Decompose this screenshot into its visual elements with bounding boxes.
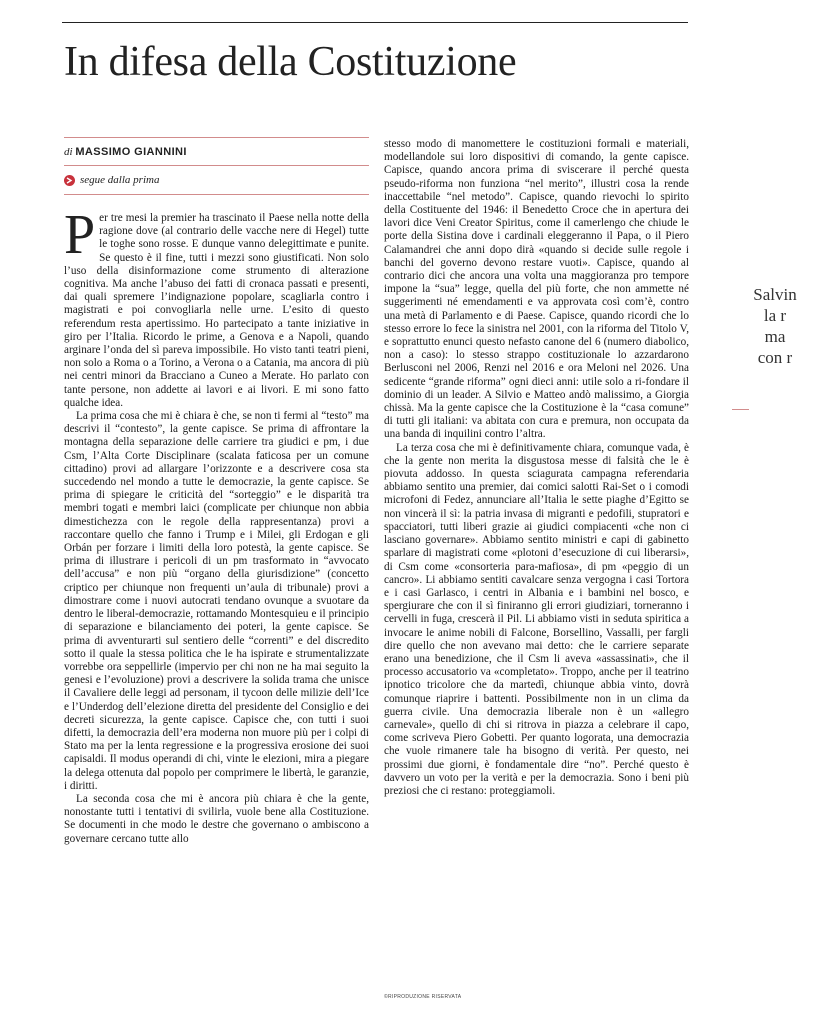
byline-prefix: di xyxy=(64,146,73,158)
copyright-notice: ©RIPRODUZIONE RISERVATA xyxy=(384,994,462,1000)
byline-rule-top xyxy=(64,137,369,138)
headline: In difesa della Costituzione xyxy=(64,39,517,85)
side-teaser-line: la r xyxy=(763,306,787,325)
byline xyxy=(64,146,187,158)
paragraph: La prima cosa che mi è chiara è che, se non ti fermi al “testo” ma descrivi il “contesto”, la gente capisce. Se prima di affrontare la montagna della separazione delle carriere tra giudici e pm, i due Csm, l’Alta Corte Disciplinare (scalata faticosa per un comune cittadino) provi ad allargare l’orizzonte e a descrivere cosa sta succedendo nel mondo a tutte le democrazie, la gente capisce. Se prima di spiegare le criticità del “sorteggio” e le disparità tra membri togati e membri laici (complicate per chiunque non abbia dimestichezza con le regole della rappresentanza) provi a raccontare quello che fanno i Trump e i Milei, gli Erdogan e gli Orbán per forzare i limiti della loro potestà, la gente capisce. Se prima di illustrare i pericoli di un pm trasformato in “avvocato dell’accusa” e non più “organo della giurisdizione” (concetto criptico per chiunque non frequenti un’aula di tribunale) provi a dimostrare come i nuovi autocrati tendano ovunque a svuotare da dentro le liberal-democrazie, rottamando Montesquieu e il principio di separazione e bilanciamento dei poteri, la gente capisce. Se prima di avventurarti sul sentiero delle “correnti” e del discredito sotto il quale la stessa politica che le ha ispirate e strumentalizzate vorrebbe ora seppellirle (impervio per chi non ne ha mai seguito la genesi e l’evoluzione) provi a descrivere la solida trama che unisce il Cavaliere delle leggi ad personam, il tycoon delle milizie dell’Ice e l’Underdog dell’elezione diretta del presidente del Consiglio e dei decreti sicurezza, la gente capisce. Capisce che, con tutti i suoi difetti, la democrazia dell’era moderna non muore più per i colpi di Stato ma per la lenta regressione e la progressiva erosione dei suoi capisaldi. Il modus operandi di chi, vinte le elezioni, mira a piegare la delega ottenuta dal popolo per comprimere le libertà, le garanzie, i diritti. xyxy=(64,410,369,792)
side-teaser-line: ma xyxy=(764,327,786,346)
byline-rule-bottom xyxy=(64,165,369,166)
article-column-2 xyxy=(384,138,689,798)
paragraph: La terza cosa che mi è definitivamente chiara, comunque vada, è che la gente non merita la disgustosa messe di falsità che le è piovuta addosso. In questa sciagurata campagna referendaria abbiamo sentito una premier, dai comici salotti Rai-Set o i comodi microfoni di Fedez, annunciare all’Italia le sette piaghe d’Egitto se non vincerà il sì: la patria invasa di migranti e pedofili, stupratori e spacciatori, tutti liberi grazie ai giudici compiacenti «che non ci lasciano governare». Abbiamo sentito ministri e capi di gabinetto sparlare di magistrati come «plotoni d’esecuzione di cui liberarsi», di Csm come «consorteria para-mafiosa», di pm «peggio di un cancro». Li abbiamo sentiti cavalcare senza vergogna i casi Tortora e i casi Garlasco, i centri in Albania e i bambini nel bosco, e spergiurare che con il sì finiranno gli errori giudiziari, torneranno i cervelli in fuga, crescerà il Pil. Li abbiamo visti in seduta spiritica a invocare le anime nobili di Falcone, Borsellino, Vassalli, per fargli dire quello che non avevano mai detto: che le carriere separate erano una benedizione, che il Csm li aveva «assassinati», che il processo accusatorio va «completato». Troppo, anche per il teatrino ipnotico tricolore che da martedì, chiunque abbia vinto, dovrà comunque riaprire i battenti. Possibilmente non in un clima da guerra civile. Una democrazia liberale non è un «allegro carnevale», quello di chi si ritrova in piazza a celebrare il capo, come scriveva Piero Gobetti. Per quanto logorata, una democrazia che vuole rimanere tale ha bisogno di verità. Per questo, nei prossimi due giorni, è fondamentale dire “no”. Perché questo è davvero un voto per la verità e per la democrazia. Sono i beni più preziosi che ci restano: proteggiamoli. xyxy=(384,441,689,797)
paragraph: stesso modo di manomettere le costituzioni formali e materiali, modellandole sui loro dispositivi di comando, la gente capisce. Capisce, quando ancora prima di sviscerare il perché questa pseudo-riforma non funziona “nel merito”, illustri cosa la rende inaccettabile “nel metodo”. Capisce, quando rievochi lo spirito della Costituente del 1946: il Benedetto Croce che in apertura dei lavori dice Veni Creator Spiritus, come il camerlengo che chiude le porte della Sistina dove i cardinali eleggeranno il Papa, o il Piero Calamandrei che anni dopo dirà «quando si decide sulle regole i banchi del governo devono restare vuoti». Capisce, quando al contrario dici che ancora una volta una maggioranza pro tempore impone la “sua” legge, quella del più forte, che non ammette né suggerimenti né emendamenti e va approvata così com’è, contro una metà di Parlamento e di Paese. Capisce, quando ricordi che lo stesso errore lo fece la sinistra nel 2001, con la riforma del Titolo V, e soprattutto enunci questo nefasto canone del 6 (numero diabolico, non a caso): lo stesso strappo costituzionale lo azzardarono Berlusconi nel 2006, Renzi nel 2016 e ora Meloni nel 2026. Una sedicente “grande riforma” ogni dieci anni: utile solo a ri-fondare il dominio di un leader. A Silvio e Matteo andò malissimo, a Giorgia chissà. Ma la gente capisce che la Costituzione è la “casa comune” di tutti gli italiani: va abitata con cura e premura, non occupata da una banda di inquilini contro l’altra. xyxy=(384,138,689,441)
segue-label: segue dalla prima xyxy=(80,174,160,186)
side-teaser-line: con r xyxy=(757,348,793,367)
drop-cap: P xyxy=(64,204,96,266)
side-teaser-rule xyxy=(732,409,749,410)
paragraph: Per tre mesi la premier ha trascinato il Paese nella notte della ragione dove (al contrario delle vacche nere di Hegel) tutte le toghe sono rosse. E dunque vanno delegittimate e punite. Se questo è il fine, tutti i mezzi sono giustificati. Non solo l’uso della disinformazione come strumento di alterazione cognitiva. Ma anche l’abuso dei fatti di cronaca passati e presenti, dai quali spremere l’indignazione popolare, scagliarla contro i magistrati e poi convogliarla nelle urne. L’esito di questo referendum resta apertissimo. Ho partecipato a tante iniziative in giro per l’Italia. Ricordo le prime, a Genova e a Napoli, quando arginare l’onda del sì pareva impossibile. Ho visto tanti teatri pieni, non solo a Roma o a Torino, a Verona o a Catania, ma ancora di più nei centri minori da Bracciano a Cuneo a Merate. Ho parlato con tante persone, non addette ai lavori e ai livori. E mi sono fatto qualche idea. xyxy=(64,204,369,409)
top-rule xyxy=(62,22,688,23)
side-teaser xyxy=(732,284,797,419)
paragraph: La seconda cosa che mi è ancora più chiara è che la gente, nonostante tutti i tentativi di svilirla, vuole bene alla Costituzione. Se documenti in che modo le destre che governano o ambiscono a governare cercano tutte allo xyxy=(64,792,369,845)
byline-author: MASSIMO GIANNINI xyxy=(75,146,187,158)
arrow-right-icon xyxy=(64,175,75,186)
side-teaser-line: Salvin xyxy=(753,285,797,304)
segue-link[interactable] xyxy=(64,174,159,186)
segue-rule xyxy=(64,194,369,195)
article-column-1 xyxy=(64,204,369,846)
